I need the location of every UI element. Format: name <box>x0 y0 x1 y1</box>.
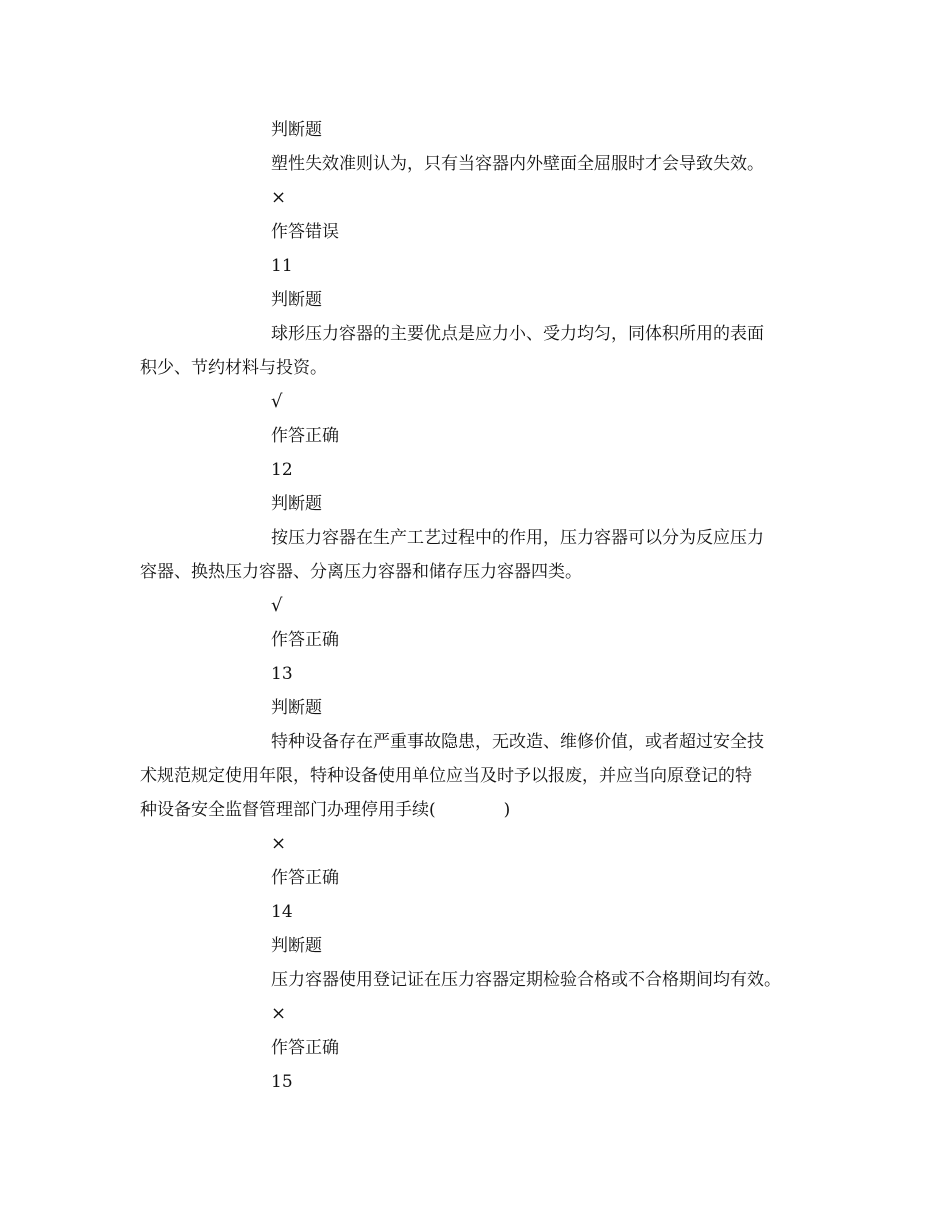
question-number: 14 <box>271 902 293 922</box>
answer-result: 作答正确 <box>271 630 339 650</box>
question-text-line1: 特种设备存在严重事故隐患，无改造、维修价值，或者超过安全技 <box>271 732 764 752</box>
question-number: 11 <box>271 256 293 276</box>
question-text: 压力容器使用登记证在压力容器定期检验合格或不合格期间均有效。 <box>271 970 781 990</box>
question-type: 判断题 <box>271 936 322 956</box>
question-type: 判断题 <box>271 698 322 718</box>
answer-mark: √ <box>271 595 283 616</box>
question-text-line2: 术规范规定使用年限，特种设备使用单位应当及时予以报废，并应当向原登记的特 <box>140 766 752 786</box>
answer-mark: √ <box>271 391 283 412</box>
question-text: 塑性失效准则认为，只有当容器内外壁面全屈服时才会导致失效。 <box>271 154 764 174</box>
answer-mark: × <box>271 1003 287 1024</box>
question-text-line3: 种设备安全监督管理部门办理停用手续( ) <box>140 800 511 820</box>
question-text-line1: 按压力容器在生产工艺过程中的作用，压力容器可以分为反应压力 <box>271 528 764 548</box>
answer-result: 作答错误 <box>271 222 339 242</box>
question-number: 12 <box>271 460 293 480</box>
question-text-line1: 球形压力容器的主要优点是应力小、受力均匀，同体积所用的表面 <box>271 324 764 344</box>
answer-mark: × <box>271 833 287 854</box>
answer-result: 作答正确 <box>271 1038 339 1058</box>
answer-result: 作答正确 <box>271 426 339 446</box>
question-number: 13 <box>271 664 293 684</box>
answer-mark: × <box>271 187 287 208</box>
question-number: 15 <box>271 1072 293 1092</box>
answer-result: 作答正确 <box>271 868 339 888</box>
question-text-line2: 容器、换热压力容器、分离压力容器和储存压力容器四类。 <box>140 562 582 582</box>
question-type: 判断题 <box>271 494 322 514</box>
question-text-line2: 积少、节约材料与投资。 <box>140 358 327 378</box>
question-type: 判断题 <box>271 290 322 310</box>
question-type: 判断题 <box>271 120 322 140</box>
